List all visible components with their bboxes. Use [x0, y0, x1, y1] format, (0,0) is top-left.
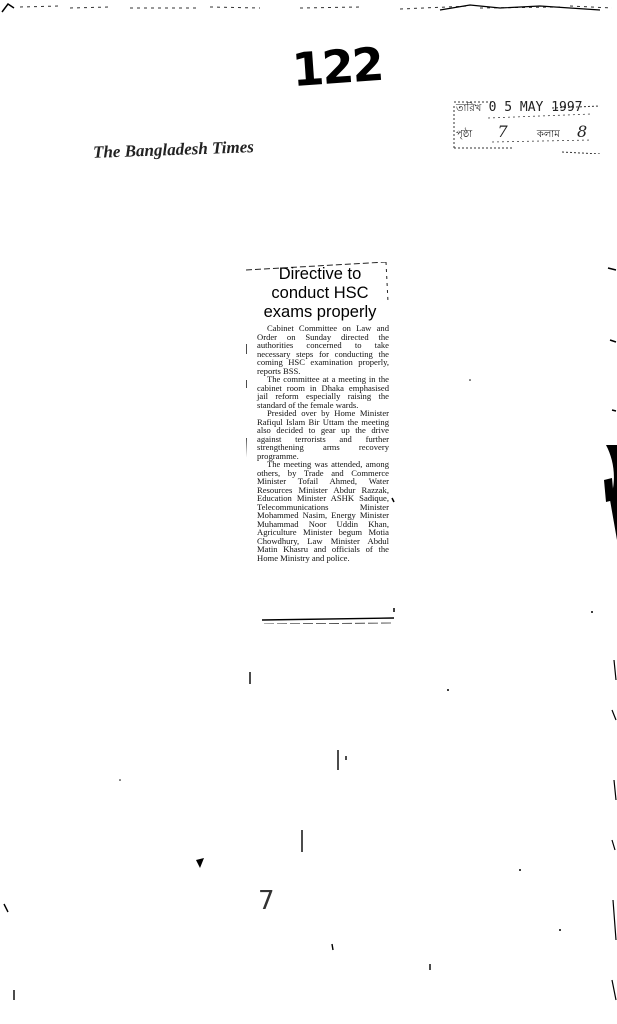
stamp-column-label: কলাম: [536, 129, 560, 140]
stamp-page-label: পৃষ্ঠা: [456, 129, 473, 140]
stamp-column-value: 8: [577, 122, 588, 141]
article-paragraph: Cabinet Committee on Law and Order on Sunday directed the authorities concerned to take necessary steps for conducting the coming HSC examination properly, reports BSS.: [257, 323, 389, 376]
article-paragraph: The committee at a meeting in the cabinet room in Dhaka emphasised jail reform especially raising the standard of the female wards.: [257, 374, 389, 410]
newspaper-masthead: The Bangladesh Times: [92, 137, 255, 162]
stamp-page-value: 7: [497, 122, 508, 141]
handwritten-page-number: 122: [290, 36, 384, 98]
stamp-date-label: তারিখ: [456, 103, 482, 114]
stamp-date: 0 5 MAY 1997: [488, 100, 583, 115]
article-paragraph: Presided over by Home Minister Rafiqul Islam Bir Uttam the meeting also decided to gear up the drive against terrorists and further strengthening arms recovery programme.: [257, 408, 389, 461]
article-paragraph: The meeting was attended, among others, by Trade and Commerce Minister Tofail Ahmed, Water Resources Minister Abdur Razzak, Education Minister ASHK Sadique, Telecommunications Minister Mohammed Nasim, Energy Minister Muhammad Noor Uddin Khan, Agriculture Minister begum Motia Chowdhury, Law Minister Abdul Matin Khasru and officials of the Home Ministry and police.: [257, 459, 389, 563]
article-headline: Directive to conduct HSC exams properly: [263, 265, 377, 321]
footer-handwritten-mark: 7: [258, 886, 275, 916]
